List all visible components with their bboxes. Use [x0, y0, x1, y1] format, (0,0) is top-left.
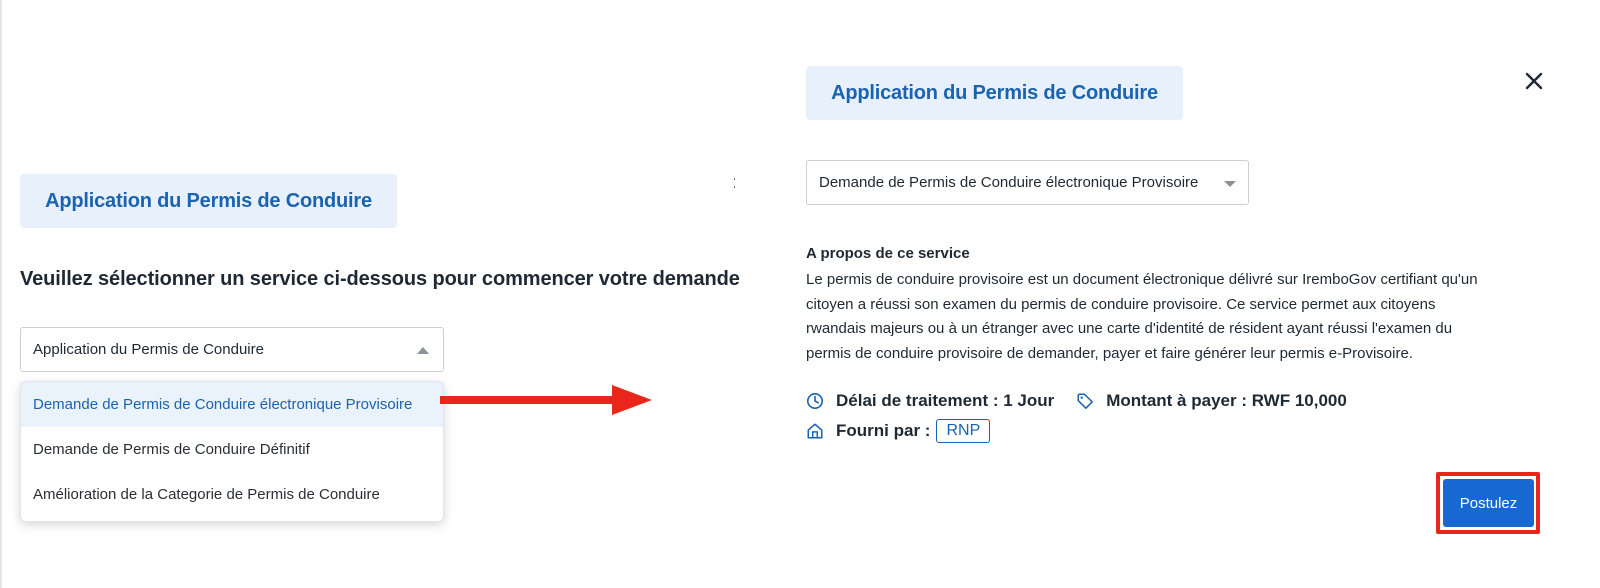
- chevron-up-icon: [417, 347, 429, 354]
- clock-icon: [806, 392, 824, 410]
- service-select-value: Demande de Permis de Conduire électronique Provisoire: [819, 174, 1199, 191]
- processing-time: Délai de traitement : 1 Jour: [836, 391, 1055, 410]
- service-meta-row: [806, 391, 1347, 411]
- category-select[interactable]: [20, 327, 444, 372]
- separator-dots: [734, 178, 736, 196]
- close-icon: [1522, 69, 1546, 93]
- instruction-text: Veuillez sélectionner un service ci-dessous pour commencer votre demande: [20, 268, 740, 290]
- close-button[interactable]: [1522, 69, 1546, 93]
- about-line: rwandais majeurs ou à un étranger avec une carte d'identité de résident ayant réussi l'examen du: [806, 320, 1453, 337]
- provider-row: [806, 419, 990, 443]
- service-selection-panel: [0, 0, 740, 588]
- dropdown-option[interactable]: Demande de Permis de Conduire Définitif: [33, 441, 310, 458]
- tag-icon: [1076, 392, 1094, 410]
- dropdown-option[interactable]: Demande de Permis de Conduire électronique Provisoire: [21, 382, 443, 427]
- service-dropdown-menu: [20, 381, 444, 522]
- apply-button[interactable]: Postulez: [1443, 479, 1534, 527]
- chevron-down-icon: [1224, 181, 1236, 187]
- about-description: [806, 268, 1526, 366]
- provider-label: Fourni par :: [836, 421, 931, 440]
- amount-to-pay: Montant à payer : RWF 10,000: [1106, 391, 1347, 410]
- modal-title: Application du Permis de Conduire: [806, 66, 1183, 120]
- category-select-value: Application du Permis de Conduire: [33, 341, 264, 358]
- about-line: permis de conduire provisoire de demander, payer et faire générer leur permis e-Provisoire.: [806, 344, 1413, 362]
- about-line: citoyen a réussi son examen du permis de conduire provisoire. Ce service permet aux citoyens: [806, 295, 1436, 313]
- red-arrow-annotation: [440, 385, 654, 419]
- service-select[interactable]: [806, 160, 1249, 205]
- about-title: A propos de ce service: [806, 245, 970, 262]
- about-line: Le permis de conduire provisoire est un document électronique délivré sur IremboGov certifiant qu'un: [806, 271, 1478, 288]
- dropdown-option[interactable]: Amélioration de la Categorie de Permis de Conduire: [33, 486, 380, 503]
- building-icon: [806, 422, 824, 440]
- provider-badge: RNP: [936, 419, 990, 443]
- page-title: Application du Permis de Conduire: [20, 174, 397, 228]
